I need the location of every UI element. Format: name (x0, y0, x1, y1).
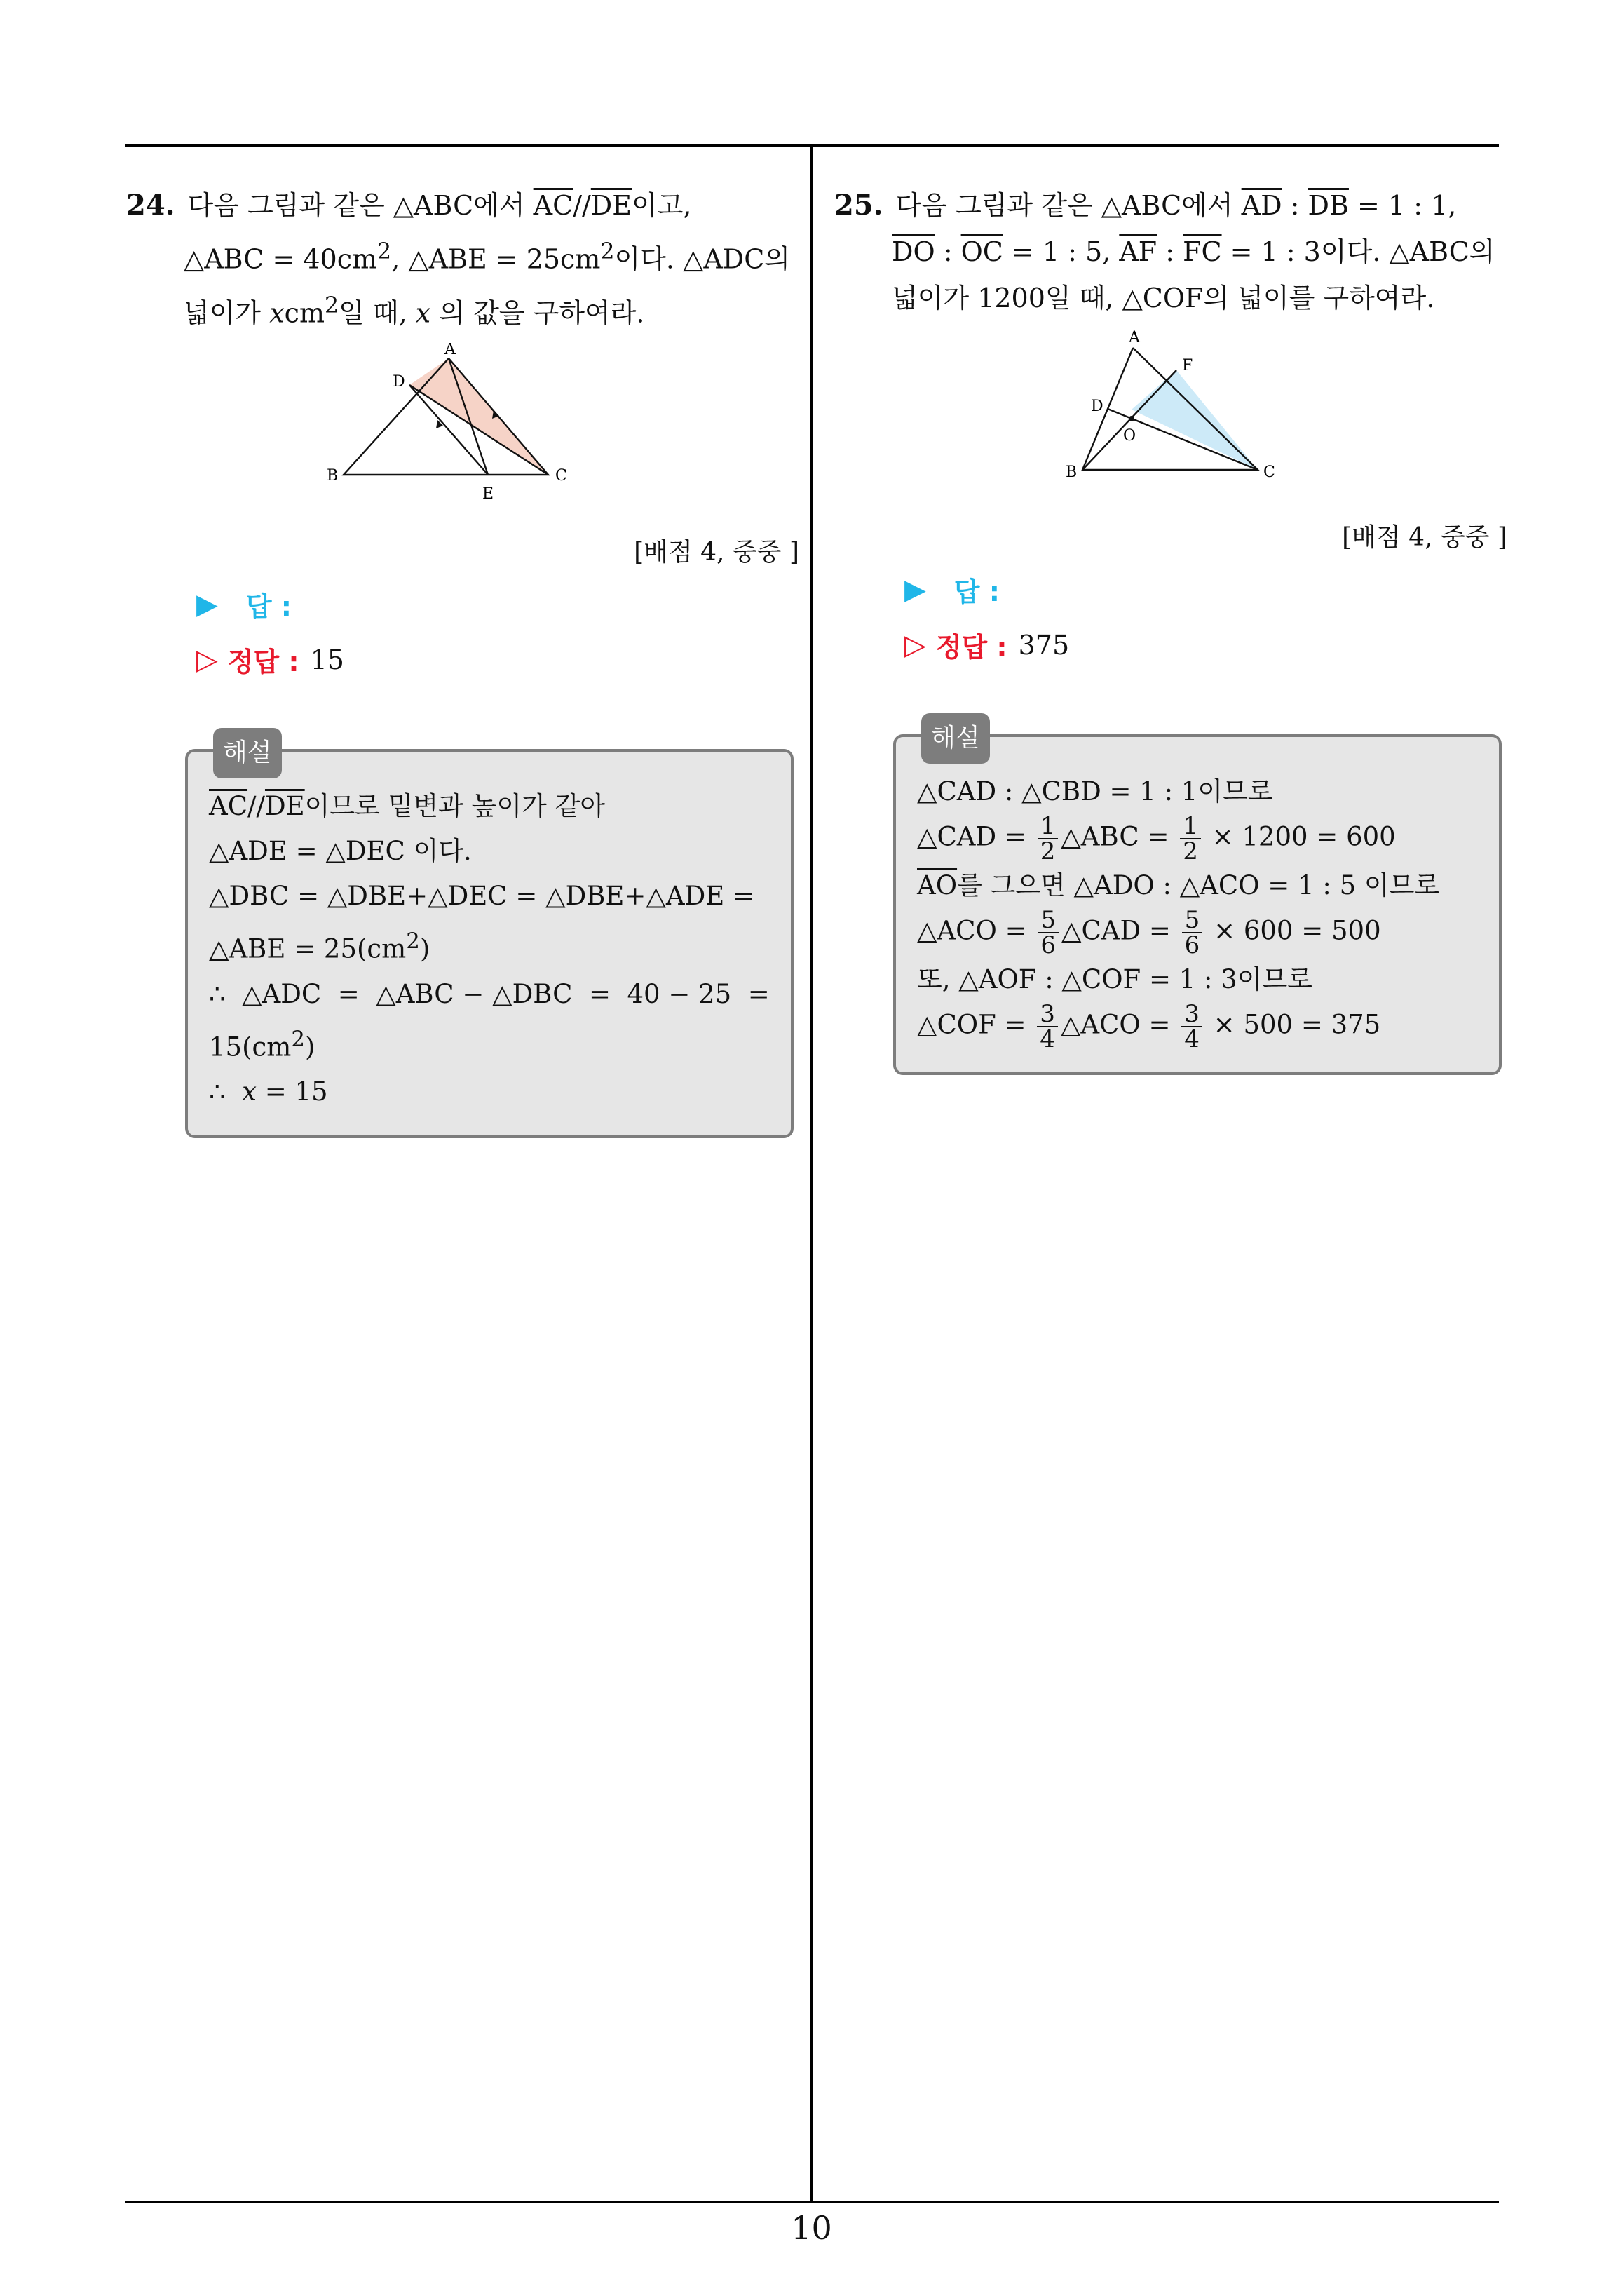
solution-line: △CAD : △CBD = 1 : 1이므로 (917, 776, 1273, 806)
question-line: 다음 그림과 같은 △ABC에서 $\overline{AD}$ : $\overline{DB} = 1$ : 1, (895, 190, 1457, 221)
answer-row (126, 585, 799, 623)
solution-line: △ACO = $\frac{5}{6}$ △CAD = $\frac{5}{6}$ × 600 = 500 (917, 906, 1381, 959)
answer-label: 답 : (953, 576, 1000, 607)
play-triangle-icon: ▶ (904, 573, 926, 606)
correct-answer-row (834, 626, 1507, 664)
question-line: 다음 그림과 같은 △ABC에서 $\overline{AC}//\overline{DE}$이고, (187, 190, 692, 221)
play-triangle-icon: ▶ (196, 588, 218, 621)
solution-line: ∴ △ADC = △ABC − △DBC = 40 − 25 = (209, 978, 770, 1009)
page-number: 10 (791, 2209, 832, 2247)
score-label: [배점 4, 중중 ] (634, 538, 799, 567)
solution-line: $15(cm^2)$ (209, 1026, 315, 1062)
correct-answer-row (126, 640, 799, 679)
question-line: 넓이가 xcm$^2$일 때, x 의 값을 구하여라. (184, 292, 645, 329)
question-line: 넓이가 1200일 때, △COF의 넓이를 구하여라. (892, 283, 1435, 313)
problem-25-text (834, 182, 1507, 321)
solution-tab: 해설 (213, 728, 282, 778)
shaded-triangle-adc (409, 358, 548, 475)
solution-line: 또, △AOF : △COF = 1 : 3이므로 (917, 964, 1313, 994)
correct-answer-label: 정답 : (227, 647, 299, 678)
solution-line: △DBC = △DBE+△DEC = △DBE+△ADE = (209, 881, 755, 912)
point-o (1129, 416, 1134, 421)
solution-line: $\overline{AC}//\overline{DE}$이므로 밑변과 높이가 같아 (209, 791, 606, 822)
column-divider (810, 144, 813, 2202)
shaded-triangle-cof (1132, 370, 1258, 470)
label-b: B (327, 467, 339, 485)
label-e: E (482, 485, 494, 504)
question-line: △ABC = $40cm^2$, △ABE = $25cm^2$이다. △ADC의 (184, 239, 791, 275)
label-d: D (1091, 398, 1103, 415)
problem-number: 24. (126, 189, 175, 222)
solution-line: △CAD = $\frac{1}{2}$ △ABC = $\frac{1}{2}$ × 1200 = 600 (917, 812, 1396, 865)
solution-box (893, 724, 1502, 1075)
label-o: O (1123, 427, 1136, 445)
outline-triangle-icon: ▷ (196, 643, 218, 676)
solution-tab: 해설 (921, 713, 990, 764)
correct-answer-label: 정답 : (935, 632, 1007, 663)
label-c: C (555, 467, 567, 485)
answer-row (834, 570, 1507, 609)
solution-line: △ADE = △DEC 이다. (209, 836, 472, 867)
label-a: A (444, 343, 456, 359)
outline-triangle-icon: ▷ (904, 628, 926, 661)
answer-label: 답 : (245, 591, 292, 623)
correct-answer-value: 375 (1018, 629, 1070, 661)
solution-line: ∴ x = 15 (209, 1076, 328, 1107)
problem-number: 25. (834, 189, 883, 222)
label-c: C (1263, 464, 1275, 481)
solution-line: $\overline{AO}$를 그으면 △ADO : △ACO = 1 : 5 이므로 (917, 870, 1440, 900)
label-d: D (393, 373, 405, 391)
label-a: A (1129, 329, 1140, 346)
solution-line: △COF = $\frac{3}{4}$ △ACO = $\frac{3}{4}$ × 500 = 375 (917, 1000, 1381, 1053)
score-label: [배점 4, 중중 ] (1342, 523, 1507, 552)
question-line: $\overline{DO}$ : $\overline{OC} = 1$ : 5, $\overline{AF}$ : $\overline{FC} = 1$ : 3이다. △ABC의 (892, 236, 1495, 267)
problem-24-text (126, 182, 799, 336)
solution-line: △ABE = $25(cm^2)$ (209, 928, 430, 964)
label-b: B (1066, 464, 1078, 481)
triangle-figure-25 (1024, 328, 1318, 497)
bottom-rule (125, 2201, 1499, 2203)
problem-24 (126, 182, 799, 1138)
solution-box (185, 738, 794, 1138)
problem-25 (834, 182, 1507, 1075)
correct-answer-value: 15 (310, 644, 344, 675)
triangle-figure-24 (315, 343, 610, 511)
label-f: F (1182, 357, 1193, 374)
